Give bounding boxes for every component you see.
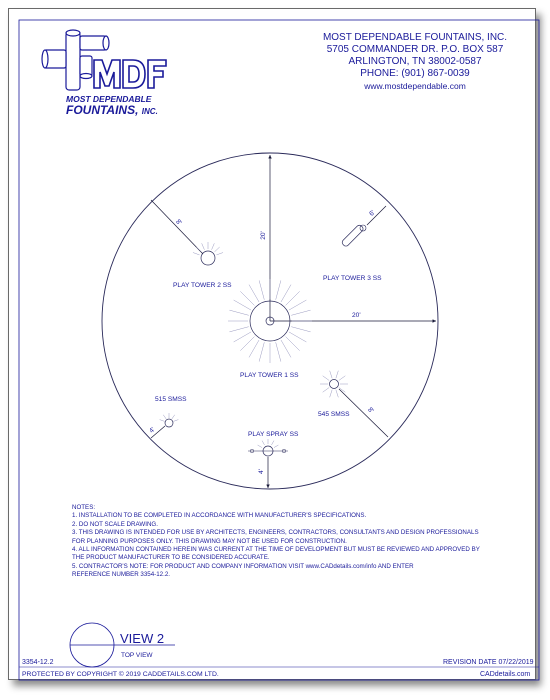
note-line: THE PRODUCT MANUFACTURER TO BE CONSIDERED ACCURATE. — [72, 554, 270, 562]
spray-ray — [323, 388, 329, 393]
spray-ray — [216, 253, 223, 255]
spray-ray — [281, 340, 291, 357]
view-subtitle: TOP VIEW — [121, 652, 153, 659]
spray-ray — [234, 332, 251, 342]
spray-ray — [291, 327, 310, 332]
spray-ray — [289, 332, 306, 342]
label-smss-515: 515 SMSS — [155, 396, 187, 403]
mdf-logo-icon — [94, 60, 166, 88]
spray-ray — [286, 291, 300, 305]
company-phone: PHONE: (901) 867-0039 — [360, 68, 470, 79]
spray-ray — [234, 300, 251, 310]
dim-vertical-radius: 20' — [259, 231, 267, 240]
spray-ray — [196, 247, 201, 252]
spray-ray — [291, 310, 310, 315]
spray-ray — [330, 390, 332, 398]
dim-spray-offset: 4' — [257, 469, 265, 474]
label-play-spray: PLAY SPRAY SS — [248, 431, 299, 438]
view-title: VIEW 2 — [120, 631, 165, 646]
spray-ray — [229, 327, 248, 332]
note-line: 5. CONTRACTOR'S NOTE: FOR PRODUCT AND COMPANY INFORMATION VISIT www.CADdetails.com/info AND ENTER — [72, 562, 414, 570]
label-smss-545: 545 SMSS — [318, 411, 350, 418]
spray-ray — [259, 342, 264, 361]
dim-tower3-offset: 6' — [368, 209, 377, 218]
company-block — [300, 32, 530, 92]
spray-ray — [259, 280, 264, 299]
spray-ray — [240, 291, 254, 305]
company-website[interactable]: www.mostdependable.com — [364, 81, 466, 91]
footer-site-link[interactable]: CADdetails.com — [480, 671, 531, 678]
spray-ray — [163, 415, 166, 419]
notes-block — [72, 504, 532, 580]
footer-reference: 3354-12.2 — [22, 659, 54, 666]
label-play-tower-3: PLAY TOWER 3 SS — [323, 275, 382, 282]
note-line: 1. INSTALLATION TO BE COMPLETED IN ACCORDANCE WITH MANUFACTURER'S SPECIFICATIONS. — [72, 512, 367, 520]
logo-line2 — [66, 103, 158, 117]
label-play-tower-2: PLAY TOWER 2 SS — [173, 282, 232, 289]
spray-ray — [276, 342, 281, 361]
smss-515-icon — [160, 413, 179, 427]
spray-ray — [193, 253, 200, 255]
footer-copyright: PROTECTED BY COPYRIGHT © 2019 CADDETAILS.COM LTD. — [22, 671, 219, 678]
spray-ray — [274, 445, 278, 448]
notes-heading: NOTES: — [72, 504, 96, 511]
company-address2: ARLINGTON, TN 38002-0587 — [348, 56, 482, 67]
spray-ray — [202, 243, 205, 249]
spray-ray — [289, 300, 306, 310]
dim-smss545-offset: 8' — [366, 406, 375, 415]
spray-ray — [286, 337, 300, 351]
spray-ray — [330, 371, 332, 379]
dim-horizontal-radius: 20' — [352, 312, 361, 319]
title-block-frame — [19, 20, 539, 680]
spray-ray — [249, 285, 259, 302]
spray-ray — [281, 285, 291, 302]
company-name: MOST DEPENDABLE FOUNTAINS, INC. — [322, 32, 508, 43]
tower3-dimension-line — [367, 206, 386, 225]
spray-ray — [172, 415, 175, 419]
logo-line1: MOST DEPENDABLE — [66, 94, 152, 104]
label-play-tower-1: PLAY TOWER 1 SS — [240, 372, 299, 379]
spray-ray — [229, 310, 248, 315]
spray-ray — [212, 243, 215, 249]
note-line: FOR PLANNING PURPOSES ONLY. THIS DRAWING MAY NOT BE USED FOR CONSTRUCTION. — [72, 537, 347, 545]
spray-ray — [339, 376, 345, 381]
dim-smss515-offset: 4' — [148, 426, 157, 435]
note-line: 3. THIS DRAWING IS INTENDED FOR USE BY ARCHITECTS, ENGINEERS, CONTRACTORS, CONSULTANTS AND DESIGN PROFESSIONALS — [72, 529, 479, 537]
spray-ray — [262, 441, 265, 445]
note-line: REFERENCE NUMBER 3354-12.2. — [72, 571, 170, 579]
play-tower-3-icon — [341, 224, 366, 247]
spray-ray — [336, 390, 338, 398]
footer-revision: REVISION DATE 07/22/2019 — [443, 659, 534, 666]
spray-ray — [272, 441, 275, 445]
spray-ray — [276, 280, 281, 299]
spray-ray — [258, 445, 262, 448]
play-spray-icon — [248, 439, 288, 456]
tower2-dimension-line — [151, 200, 203, 254]
note-line: 2. DO NOT SCALE DRAWING. — [72, 520, 158, 528]
dim-tower2-offset: 8' — [174, 218, 183, 227]
spray-ray — [174, 420, 179, 422]
company-address1: 5705 COMMANDER DR. P.O. BOX 587 — [326, 44, 504, 55]
spray-ray — [336, 371, 338, 379]
play-tower-2-icon — [193, 242, 223, 265]
logo-suffix: INC. — [141, 107, 158, 116]
spray-ray — [240, 337, 254, 351]
spray-ray — [323, 376, 329, 381]
spray-ray — [160, 420, 165, 422]
logo-fountains: FOUNTAINS, — [66, 103, 139, 117]
spray-ray — [249, 340, 259, 357]
spray-ray — [215, 247, 220, 252]
note-line: 4. ALL INFORMATION CONTAINED HEREIN WAS CURRENT AT THE TIME OF DEVELOPMENT BUT MUST BE REVIEWED AND APPROVED BY — [72, 546, 480, 554]
